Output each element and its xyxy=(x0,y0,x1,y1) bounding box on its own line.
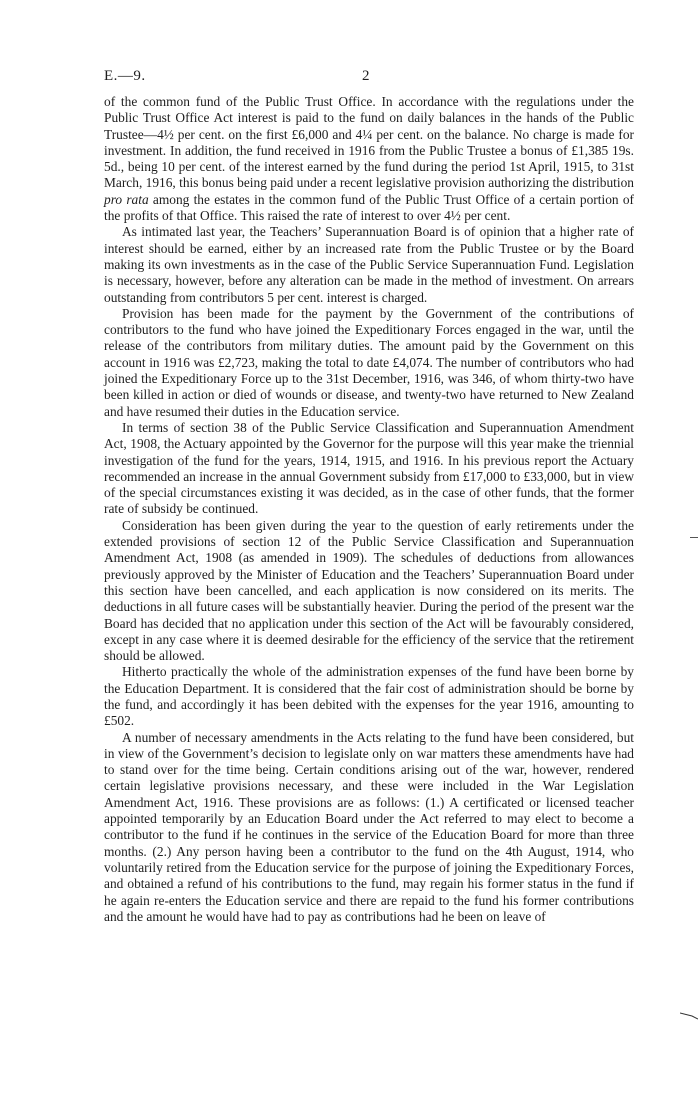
page-header xyxy=(104,68,634,88)
paragraph-amendments: A number of necessary amendments in the Acts relating to the fund have been considered, but in view of the Government’s decision to legislate only on war matters these amendments have had to stand over for the time being. Certain conditions arising out of the war, however, rendered certain legislative provisions necessary, and these were included in the War Legislation Amendment Act, 1916. These provisions are as follows: (1.) A certificated or licensed teacher appointed temporarily by an Education Board under the Act referred to may elect to become a contributor to the fund if he continues in the service of the Education Board for more than three months. (2.) Any person having been a contributor to the fund on the 4th August, 1914, who voluntarily retired from the Education service for the purpose of joining the Expeditionary Forces, and obtained a refund of his contributions to the fund, may regain his former status in the fund if he again re-enters the Education service and there are repaid to the fund his former contributions and the amount he would have had to pay as contributions had he been on leave of xyxy=(104,729,634,924)
margin-mark xyxy=(690,537,698,538)
paragraph-administration-expenses: Hitherto practically the whole of the administration expenses of the fund have been borne by the Education Department. It is considered that the fair cost of administration should be borne by the fund, and accordingly it has been debited with the expenses for the year 1916, amounting to £502. xyxy=(104,664,634,729)
italic-term: pro rata xyxy=(104,191,149,207)
paragraph-actuary-investigation: In terms of section 38 of the Public Service Classification and Superannuation Amendment Act, 1908, the Actuary appointed by the Governor for the purpose will this year make the triennial investigation of the fund for the years, 1914, 1915, and 1916. In his previous report the Actuary recommended an increase in the annual Government subsidy from £17,000 to £33,000, but in view of the special circumstances existing it was decided, as in the case of other funds, that the former rate of subsidy be continued. xyxy=(104,419,634,517)
page-number: 2 xyxy=(362,68,370,84)
body-text xyxy=(104,94,634,925)
scan-corner-mark xyxy=(680,1012,698,1020)
paragraph-early-retirements: Consideration has been given during the year to the question of early retirements under the extended provisions of section 12 of the Public Service Classification and Superannuation Amendment Act, 1908 (as amended in 1909). The schedules of deductions from allowances previously approved by the Minister of Education and the Teachers’ Superannuation Board under this section have been cancelled, and each application is now considered on its merits. The deductions in all future cases will be substantially heavier. During the period of the present war the Board has decided that no application under this section of the Act will be favourably considered, except in any case where it is deemed desirable for the efficiency of the service that the retirement should be allowed. xyxy=(104,517,634,664)
paragraph-public-trust-interest: of the common fund of the Public Trust Office. In accordance with the regulations under the Public Trust Office Act interest is paid to the fund on daily balances in the hands of the Public Trustee—4½ per cent. on the first £6,000 and 4¼ per cent. on the balance. No charge is made for investment. In addition, the fund received in 1916 from the Public Trustee a bonus of £1,385 19s. 5d., being 10 per cent. of the interest earned by the fund during the period 1st April, 1915, to 31st March, 1916, this bonus being paid under a recent legislative provision authorizing the distribution pro rata among the estates in the common fund of the Public Trust Office of a certain portion of the profits of that Office. This raised the rate of interest to over 4½ per cent. xyxy=(104,94,634,224)
paragraph-rate-of-interest: As intimated last year, the Teachers’ Superannuation Board is of opinion that a higher rate of interest should be earned, either by an increased rate from the Public Trustee or by the Board making its own investments as in the case of the Public Service Superannuation Fund. Legislation is necessary, however, before any alteration can be made in the method of investment. On arrears outstanding from contributors 5 per cent. interest is charged. xyxy=(104,224,634,305)
paragraph-expeditionary-forces: Provision has been made for the payment by the Government of the contributions of contributors to the fund who have joined the Expeditionary Forces engaged in the war, until the release of the contributors from military duties. The amount paid by the Government on this account in 1916 was £2,723, making the total to date £4,074. The number of contributors who had joined the Expeditionary Force up to the 31st December, 1916, was 346, of whom thirty-two have been killed in action or died of wounds or disease, and twenty-two have returned to New Zealand and have resumed their duties in the Education service. xyxy=(104,305,634,419)
document-reference: E.—9. xyxy=(104,68,146,84)
